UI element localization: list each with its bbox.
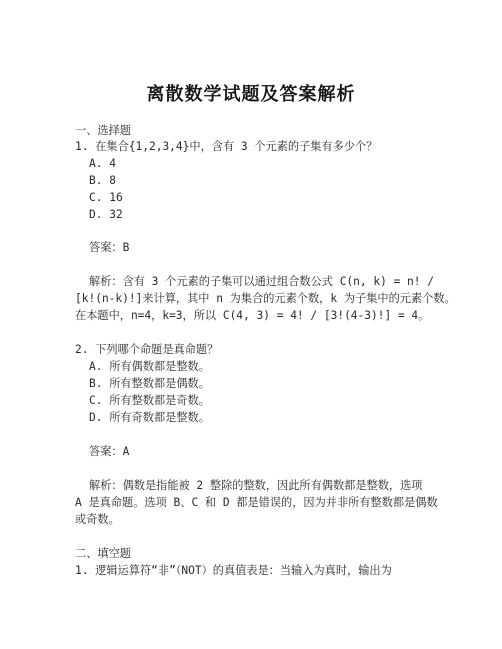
question-1-analysis-line-3: 在本题中，n=4，k=3，所以 C(4, 3) = 4! / [3!(4-3)!] = 4。 — [75, 309, 430, 322]
question-1-stem: 1. 在集合{1,2,3,4}中，含有 3 个元素的子集有多少个？ — [75, 140, 378, 153]
question-1-analysis-line-1: 解析：含有 3 个元素的子集可以通过组合数公式 C(n, k) = n! / — [89, 275, 434, 288]
fill-question-1-stem: 1. 逻辑运算符“非”（NOT）的真值表是：当输入为真时，输出为 — [75, 564, 392, 577]
question-2-stem: 2. 下列哪个命题是真命题？ — [75, 343, 219, 356]
question-1-option-b: B. 8 — [89, 174, 116, 187]
section-heading-choice: 一、选择题 — [75, 124, 131, 137]
question-1-option-d: D. 32 — [89, 208, 123, 221]
section-heading-fill-in: 二、填空题 — [75, 547, 131, 560]
question-2-answer: 答案：A — [89, 445, 130, 458]
document-title: 离散数学试题及答案解析 — [146, 84, 356, 105]
question-1-option-a: A. 4 — [89, 157, 116, 170]
question-2-analysis-line-2: A 是真命题。选项 B、C 和 D 都是错误的，因为并非所有整数都是偶数 — [75, 496, 438, 509]
question-1-option-c: C. 16 — [89, 191, 123, 204]
question-2-option-c: C. 所有整数都是奇数。 — [89, 394, 210, 407]
question-1-answer: 答案：B — [89, 241, 130, 254]
question-2-analysis-line-1: 解析：偶数是指能被 2 整除的整数，因此所有偶数都是整数，选项 — [89, 479, 423, 492]
question-2-option-d: D. 所有奇数都是整数。 — [89, 411, 210, 424]
question-1-analysis-line-2: [k!(n-k)!]来计算，其中 n 为集合的元素个数，k 为子集中的元素个数。 — [75, 292, 456, 305]
question-2-option-a: A. 所有偶数都是整数。 — [89, 360, 210, 373]
question-2-option-b: B. 所有整数都是偶数。 — [89, 377, 210, 390]
question-2-analysis-line-3: 或奇数。 — [75, 513, 120, 526]
